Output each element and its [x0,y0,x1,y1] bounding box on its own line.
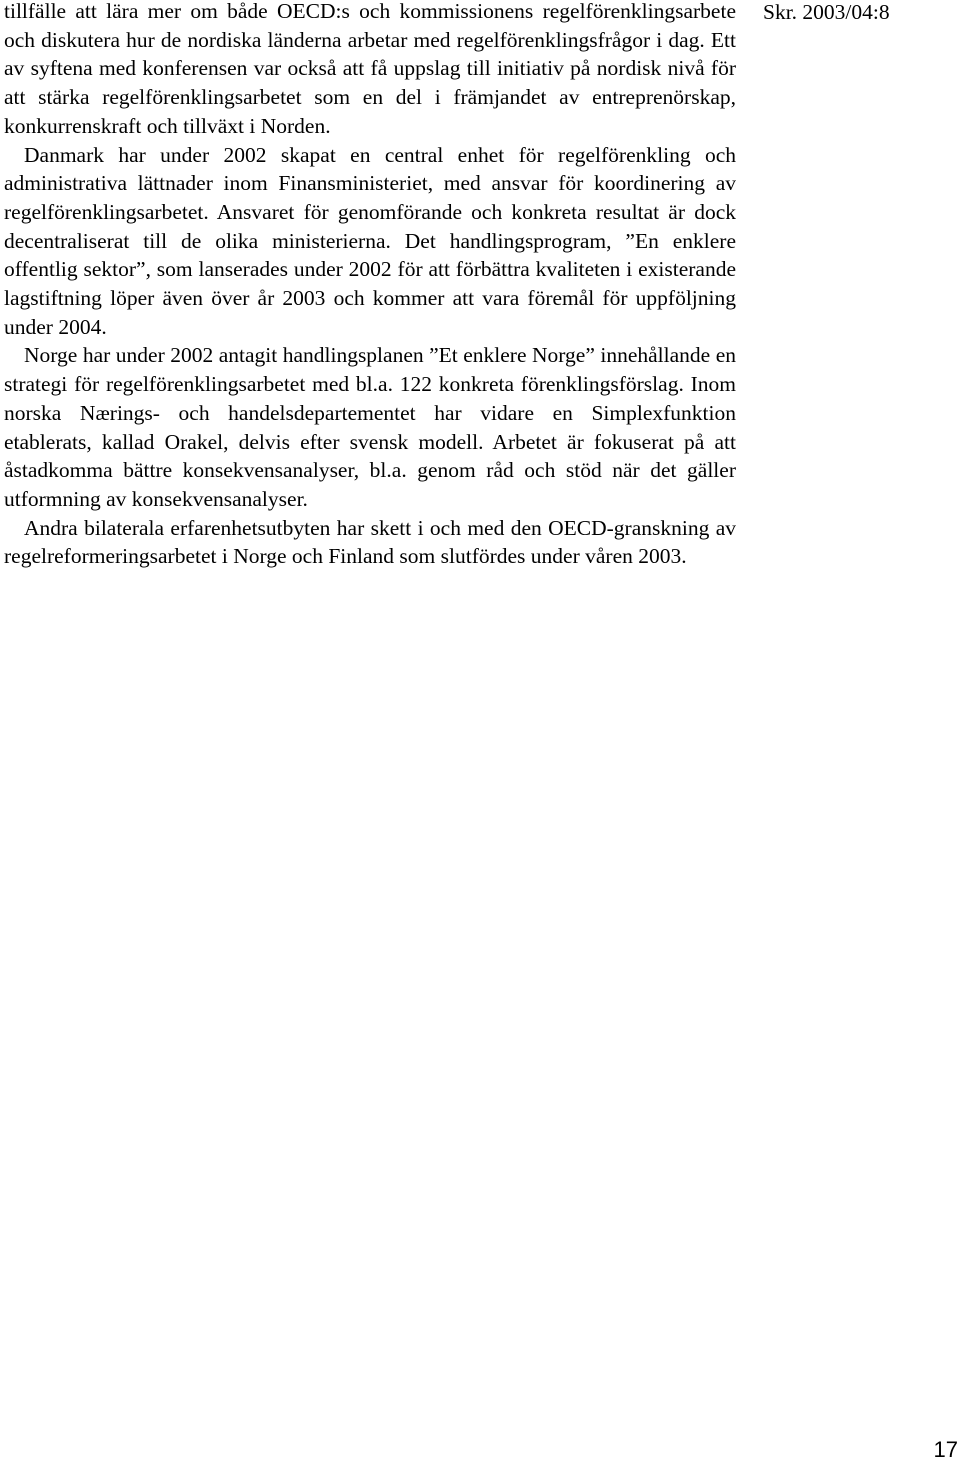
page-number: 17 [933,1437,958,1462]
document-reference: Skr. 2003/04:8 [763,0,890,24]
body-text [4,0,736,571]
paragraph-denmark: Danmark har under 2002 skapat en central enhet för regelförenkling och administrativa lättnader inom Finansministeriet, med ansvar för koordinering av regelförenklingsarbetet. Ansvaret för genomförande och konkreta resultat är dock decentraliserat till de olika ministerierna. Det handlingsprogram, ”En enklere offentlig sektor”, som lanserades under 2002 för att förbättra kvaliteten i existerande lagstiftning löper även över år 2003 och kommer att vara föremål för uppföljning under 2004. [4,142,736,339]
paragraph-norway: Norge har under 2002 antagit handlingsplanen ”Et enklere Norge” innehållande en strategi för regelförenklingsarbetet med bl.a. 122 konkreta förenklingsförslag. Inom norska Nærings- och handelsdepartementet har vidare en Simplexfunktion etablerats, kallad Orakel, delvis efter svensk modell. Arbetet är fokuserat på att åstadkomma bättre konsekvensanalyser, bl.a. genom råd och stöd när det gäller utformning av konsekvensanalyser. [4,343,736,511]
paragraph-bilateral: Andra bilaterala erfarenhetsutbyten har skett i och med den OECD-granskning av regelreformeringsarbetet i Norge och Finland som slutfördes under våren 2003. [4,515,736,569]
paragraph-conference: tillfälle att lära mer om både OECD:s och kommissionens regelförenklingsarbete och diskutera hur de nordiska länderna arbetar med regelförenklingsfrågor i dag. Ett av syftena med konferensen var också att få uppslag till initiativ på nordisk nivå för att stärka regelförenklingsarbetet som en del i främjandet av entreprenörskap, konkurrenskraft och tillväxt i Norden. [4,0,736,138]
